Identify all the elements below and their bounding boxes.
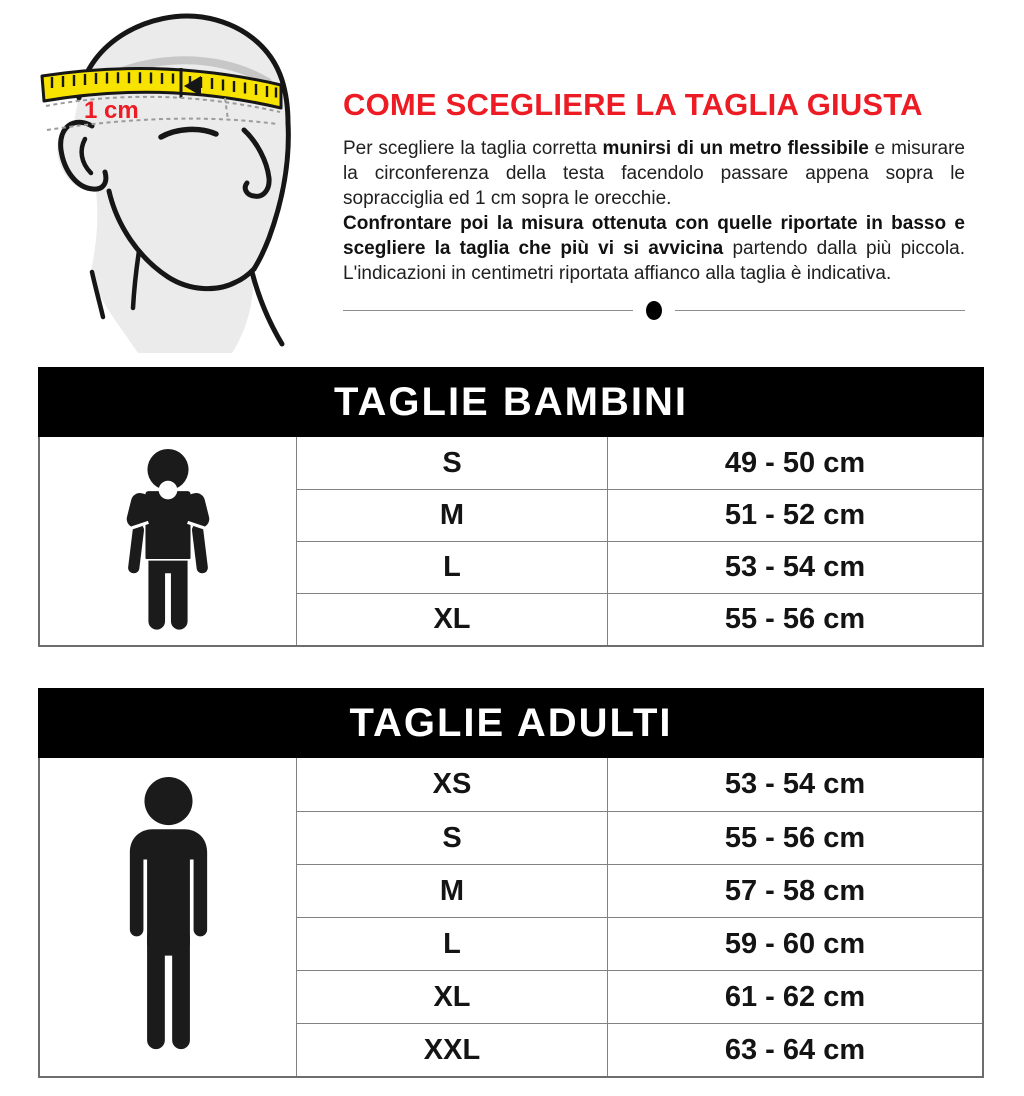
intro-segment-2: e misurare la circonferenza della testa facendolo passare appena sopra le sopracciglia ed 1 cm sopra le orecchie. [343,138,965,210]
size-range: 53 - 54 cm [608,541,982,593]
size-range: 55 - 56 cm [608,593,982,645]
intro-column [343,88,965,320]
divider-dot [646,301,662,320]
tape-offset-label: 1 cm [84,97,139,124]
size-label: XS [297,758,608,811]
size-label: L [297,917,608,970]
size-label: S [297,437,608,489]
size-range: 57 - 58 cm [608,864,982,917]
intro-segment-bold-2: Confrontare poi la misura ottenuta con quelle riportate in basso e scegliere la taglia che più vi si avvicina [343,213,965,260]
intro-segment-bold-1: munirsi di un metro flessibile [602,138,869,160]
size-range: 53 - 54 cm [724,768,866,800]
adult-table-title: TAGLIE ADULTI [38,688,984,758]
size-range: 55 - 56 cm [608,811,982,864]
intro-paragraph [343,136,965,286]
size-range: 61 - 62 cm [608,970,982,1023]
head-measuring-illustration [25,0,335,358]
adult-icon [111,776,226,1058]
size-label: L [297,541,608,593]
size-label: XL [297,970,608,1023]
neck-front-line [252,272,282,344]
size-range: 59 - 60 cm [608,917,982,970]
child-icon [118,448,218,634]
how-to-measure-section [0,0,1024,367]
children-table-title: TAGLIE BAMBINI [38,367,984,437]
child-figure-cell [40,437,297,645]
size-range: 49 - 50 cm [724,446,866,479]
adult-figure-cell [40,758,297,1076]
size-label: M [297,864,608,917]
size-label: XL [297,593,608,645]
adult-size-table [38,758,984,1078]
adult-sizes-section [38,688,984,1078]
size-label: S [297,811,608,864]
size-label: XXL [297,1023,608,1076]
size-range: 63 - 64 cm [608,1023,982,1076]
intro-segment-3: partendo dalla più piccola. L'indicazioni in centimetri riportata affianco alla taglia è indicativa. [343,238,966,285]
intro-segment-1: Per scegliere la taglia corretta [343,138,603,160]
size-range: 51 - 52 cm [608,489,982,541]
children-size-table [38,437,984,647]
divider-line-left [343,310,633,311]
children-sizes-section [38,367,984,647]
page-title: COME SCEGLIERE LA TAGLIA GIUSTA [343,87,923,122]
size-label: M [297,489,608,541]
section-divider [343,301,965,320]
divider-line-right [675,310,965,311]
